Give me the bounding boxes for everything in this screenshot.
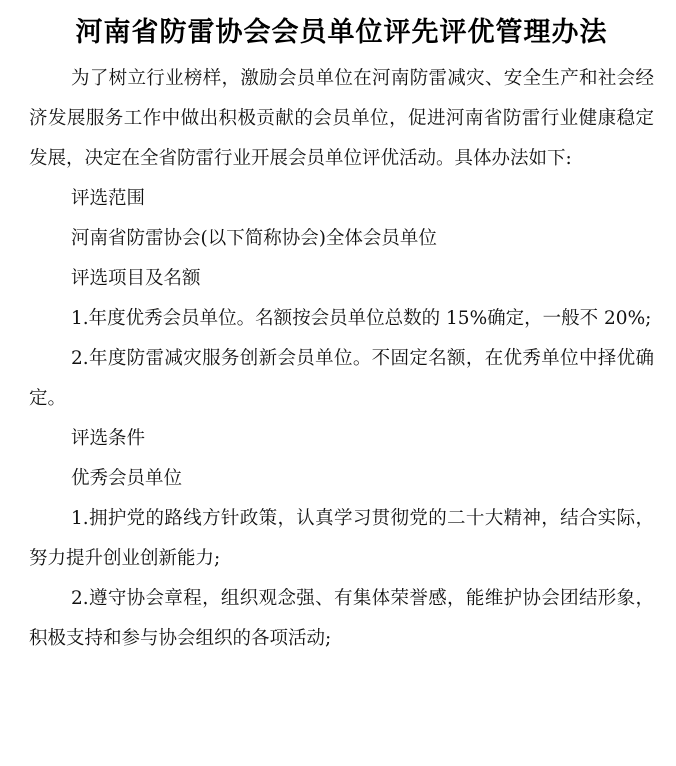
section-heading-criteria: 评选条件 <box>71 428 146 449</box>
subheading-excellent-member: 优秀会员单位 <box>71 468 183 489</box>
item-2-paragraph: 2.年度防雷减灾服务创新会员单位。不固定名额，在优秀单位中择优确定。 <box>29 348 654 409</box>
scope-text: 河南省防雷协会(以下简称协会)全体会员单位 <box>71 228 437 249</box>
criteria-2-paragraph: 2.遵守协会章程，组织观念强、有集体荣誉感，能维护协会团结形象，积极支持和参与协会组织的各项活动; <box>29 588 654 649</box>
document-title: 河南省防雷协会会员单位评先评优管理办法 <box>75 17 608 48</box>
item-1-paragraph: 1.年度优秀会员单位。名额按会员单位总数的 15%确定，一般不 20%; <box>71 308 652 329</box>
section-heading-items: 评选项目及名额 <box>71 268 201 289</box>
criteria-1-paragraph: 1.拥护党的路线方针政策，认真学习贯彻党的二十大精神，结合实际，努力提升创业创新能力; <box>29 508 654 569</box>
intro-paragraph: 为了树立行业榜样，激励会员单位在河南防雷减灾、安全生产和社会经济发展服务工作中做出积极贡献的会员单位，促进河南省防雷行业健康稳定发展，决定在全省防雷行业开展会员单位评优活动。具体办法如下: <box>29 68 654 169</box>
section-heading-scope: 评选范围 <box>71 188 146 209</box>
